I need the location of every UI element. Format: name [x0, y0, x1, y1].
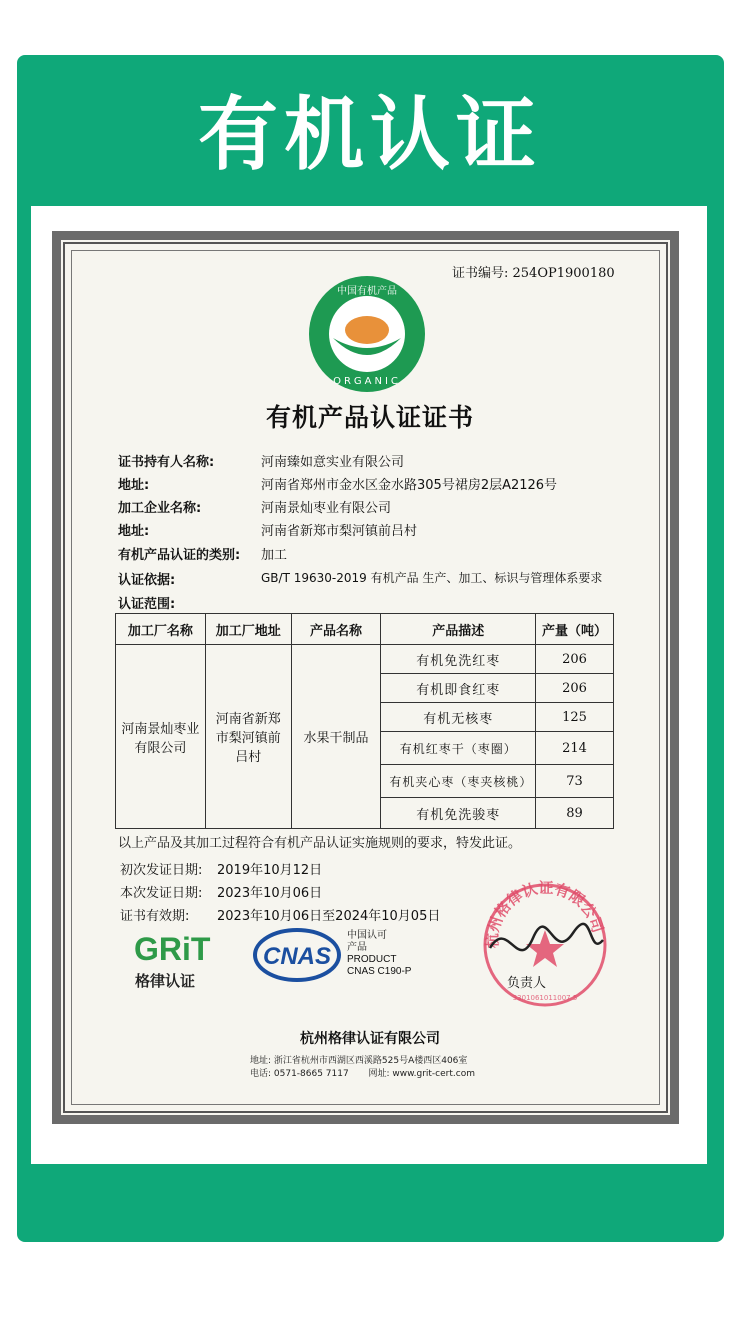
quantity-cell: 89: [536, 798, 614, 829]
quantity-cell: 206: [536, 674, 614, 703]
current-issue-value: 2023年10月06日: [217, 886, 323, 901]
product-desc-cell: 有机即食红枣: [381, 674, 536, 703]
processor-address-value: 河南省新郑市梨河镇前吕村: [261, 524, 418, 539]
holder-address-value: 河南省郑州市金水区金水路305号裙房2层A2126号: [261, 478, 558, 493]
certificate-number: 证书编号: 254OP1900180: [452, 266, 615, 281]
company-address: 地址: 浙江省杭州市西湖区西溪路525号A楼西区406室: [250, 1056, 468, 1066]
first-issue-value: 2019年10月12日: [217, 863, 323, 878]
header-product-name: 产品名称: [291, 614, 381, 645]
header-quantity: 产量（吨）: [536, 614, 614, 645]
quantity-cell: 206: [536, 645, 614, 674]
holder-label: 证书持有人名称:: [118, 455, 215, 470]
processor-value: 河南景灿枣业有限公司: [261, 501, 392, 516]
basis-label: 认证依据:: [118, 573, 176, 588]
compliance-note: 以上产品及其加工过程符合有机产品认证实施规则的要求，特发此证。: [118, 836, 522, 851]
grit-mark: GRiT: [134, 931, 211, 967]
company-contact: [250, 1066, 475, 1079]
processor-address-label: 地址:: [118, 524, 150, 539]
table-row: [116, 645, 614, 674]
basis-value: GB/T 19630-2019 有机产品 生产、加工、标识与管理体系要求: [261, 571, 603, 585]
factory-name-cell: 河南景灿枣业有限公司: [116, 645, 206, 829]
header-product-desc: 产品描述: [381, 614, 536, 645]
cnas-line: 中国认可: [347, 930, 387, 941]
company-website: 网址: www.grit-cert.com: [368, 1069, 475, 1079]
signer-label: 负责人: [507, 976, 547, 991]
quantity-cell: 125: [536, 703, 614, 732]
validity-label: 证书有效期:: [120, 909, 190, 924]
scope-label: 认证范围:: [118, 597, 176, 612]
cnas-mark: CNAS: [262, 943, 332, 970]
grit-logo-icon: [134, 928, 214, 968]
category-label: 有机产品认证的类别:: [118, 548, 241, 563]
cnas-line: 产品: [347, 942, 367, 953]
stamp-serial: 3301061011007 5: [512, 994, 578, 1002]
quantity-cell: 214: [536, 732, 614, 765]
company-phone: 电话: 0571-8665 7117: [250, 1069, 349, 1079]
category-value: 加工: [261, 548, 288, 563]
product-desc-cell: 有机免洗红枣: [381, 645, 536, 674]
cnas-logo-icon: [252, 925, 342, 985]
grit-logo-name: 格律认证: [135, 972, 196, 990]
organic-seal-icon: [305, 272, 429, 396]
product-desc-cell: 有机红枣干（枣圈）: [381, 732, 536, 765]
cnas-accreditation-text: [347, 930, 411, 978]
seal-bottom-text: ORGANIC: [333, 376, 401, 387]
quantity-cell: 73: [536, 765, 614, 798]
holder-value: 河南臻如意实业有限公司: [261, 455, 405, 470]
product-desc-cell: 有机免洗骏枣: [381, 798, 536, 829]
current-issue-label: 本次发证日期:: [120, 886, 203, 901]
banner-title: 有机认证: [198, 88, 542, 181]
header-factory-address: 加工厂地址: [205, 614, 291, 645]
company-stamp-icon: [478, 878, 613, 1013]
table-header-row: [116, 614, 614, 645]
processor-label: 加工企业名称:: [118, 501, 202, 516]
validity-value: 2023年10月06日至2024年10月05日: [217, 909, 441, 924]
scope-table: [115, 613, 614, 829]
holder-address-label: 地址:: [118, 478, 150, 493]
first-issue-label: 初次发证日期:: [120, 863, 203, 878]
issuing-company: 杭州格律认证有限公司: [300, 1031, 440, 1047]
cnas-line: PRODUCT: [347, 954, 397, 965]
product-desc-cell: 有机夹心枣（枣夹核桃）: [381, 765, 536, 798]
certificate-title: 有机产品认证证书: [265, 403, 474, 432]
header-factory-name: 加工厂名称: [116, 614, 206, 645]
cnas-line: CNAS C190-P: [347, 966, 412, 977]
product-name-cell: 水果干制品: [291, 645, 381, 829]
stamp-ring-text: 杭州格律认证有限公司: [483, 879, 607, 949]
product-desc-cell: 有机无核枣: [381, 703, 536, 732]
factory-address-cell: 河南省新郑市梨河镇前吕村: [205, 645, 291, 829]
seal-top-text: 中国有机产品: [337, 286, 397, 297]
